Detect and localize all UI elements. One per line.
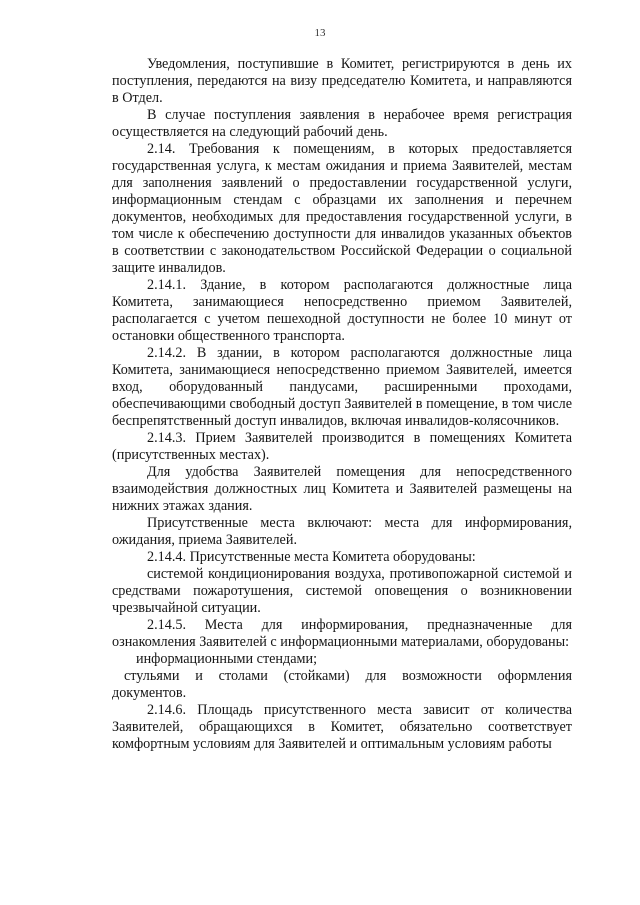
paragraph: 2.14. Требования к помещениям, в которых предоставляется государственная услуга, к местам ожидания и приема Заявителей, местам для заполнения заявлений о предоставлении государственной услуги, информационным стендам с образцами их заполнения и перечнем документов, необходимых для предоставления государственной услуги, в том числе к обеспечению доступности для инвалидов указанных объектов в соответствии с законодательством Российской Федерации о социальной защите инвалидов. [112, 141, 572, 276]
paragraph: Для удобства Заявителей помещения для непосредственного взаимодействия должностных лиц Комитета и Заявителей размещены на нижних этажах здания. [112, 464, 572, 514]
paragraph: 2.14.1. Здание, в котором располагаются должностные лица Комитета, занимающиеся непосредственно приемом Заявителей, располагается с учетом пешеходной доступности не более 10 минут от остановки общественного транспорта. [112, 277, 572, 344]
paragraph: 2.14.3. Прием Заявителей производится в помещениях Комитета (присутственных местах). [112, 430, 572, 463]
paragraph: 2.14.2. В здании, в котором располагаются должностные лица Комитета, занимающиеся непосредственно приемом Заявителей, имеется вход, оборудованный пандусами, расширенными проходами, обеспечивающими свободный доступ Заявителей в помещение, в том числе беспрепятственный доступ инвалидов, включая инвалидов-колясочников. [112, 345, 572, 429]
paragraph: 2.14.6. Площадь присутственного места зависит от количества Заявителей, обращающихся в Комитет, обязательно соответствует комфортным условиям для Заявителей и оптимальным условиям работы [112, 702, 572, 752]
paragraph: Присутственные места включают: места для информирования, ожидания, приема Заявителей. [112, 515, 572, 548]
paragraph: В случае поступления заявления в нерабочее время регистрация осуществляется на следующий рабочий день. [112, 107, 572, 140]
page-number: 13 [314, 27, 326, 39]
paragraph: 2.14.4. Присутственные места Комитета оборудованы: [147, 549, 476, 565]
paragraph: стульями и столами (стойками) для возможности оформления документов. [112, 668, 572, 701]
paragraph: 2.14.5. Места для информирования, предназначенные для ознакомления Заявителей с информационными материалами, оборудованы: [112, 617, 572, 650]
paragraph: Уведомления, поступившие в Комитет, регистрируются в день их поступления, передаются на визу председателю Комитета, и направляются в Отдел. [112, 56, 572, 106]
paragraph: системой кондиционирования воздуха, противопожарной системой и средствами пожаротушения, системой оповещения о возникновении чрезвычайной ситуации. [112, 566, 572, 616]
document-body [112, 56, 572, 753]
paragraph: информационными стендами; [136, 651, 318, 667]
